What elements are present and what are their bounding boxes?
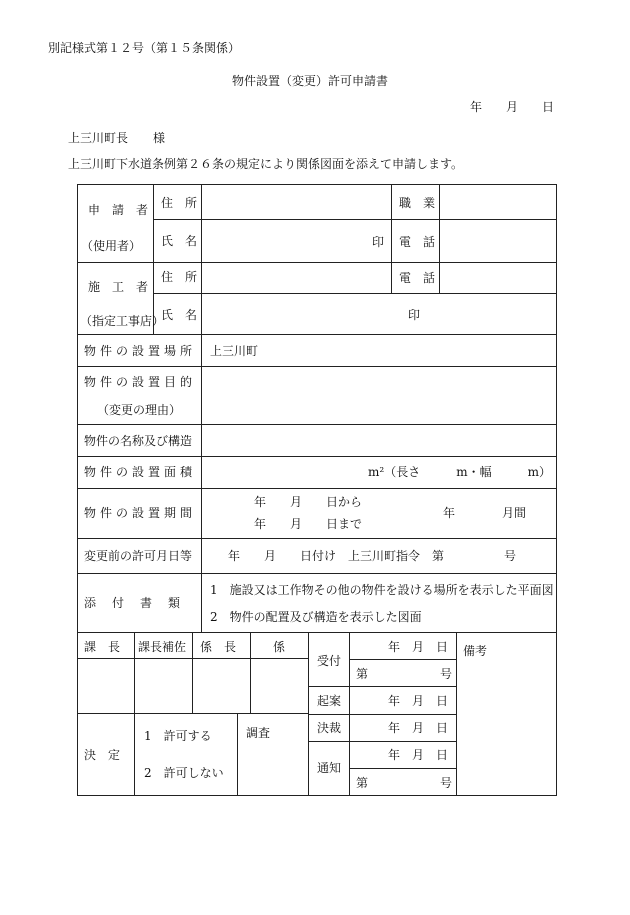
kessai-label: 決裁 <box>317 721 342 735</box>
kessai-date: 年 月 日 <box>388 721 449 735</box>
contractor-phone-label: 電 話 <box>399 271 436 285</box>
applicant-name-field[interactable] <box>202 220 390 261</box>
attachment-item-1: 1 施設又は工作物その他の物件を設ける場所を表示した平面図 <box>210 583 554 597</box>
col-kakari: 係 <box>273 640 286 654</box>
contractor-address-label: 住 所 <box>161 270 198 284</box>
decision-deny[interactable]: 2 許可しない <box>144 766 224 780</box>
contractor-sublabel: （指定工事店） <box>80 314 165 328</box>
kian-date: 年 月 日 <box>388 694 449 708</box>
col-kacho-hosa: 課長補佐 <box>138 640 187 654</box>
name-structure-label: 物件の名称及び構造 <box>84 434 193 448</box>
page-title: 物件設置（変更）許可申請書 <box>232 74 389 88</box>
contractor-label: 施 工 者 <box>88 280 149 294</box>
investigation-label: 調査 <box>246 726 271 740</box>
tsuchi-date: 年 月 日 <box>388 748 449 762</box>
honorific: 様 <box>153 131 166 145</box>
area-label: 物件の設置面積 <box>84 465 197 479</box>
applicant-name-label: 氏 名 <box>161 234 198 248</box>
applicant-address-field[interactable] <box>202 185 390 218</box>
purpose-field[interactable] <box>202 367 555 423</box>
area-value[interactable]: m²（長さ m・幅 m） <box>368 465 551 479</box>
contractor-phone-field[interactable] <box>440 263 555 292</box>
uketsuke-date: 年 月 日 <box>388 640 449 654</box>
application-statement: 上三川町下水道条例第２６条の規定により関係図面を添えて申請します。 <box>68 157 464 171</box>
date-day: 日 <box>542 100 555 114</box>
decision-approve[interactable]: 1 許可する <box>144 729 212 743</box>
applicant-occupation-field[interactable] <box>440 185 555 218</box>
date-month: 月 <box>506 100 519 114</box>
decision-label: 決 定 <box>84 748 121 762</box>
contractor-seal: 印 <box>408 308 421 322</box>
col-kakaricho: 係 長 <box>200 640 237 654</box>
applicant-occupation-label: 職 業 <box>399 196 436 210</box>
applicant-phone-field[interactable] <box>440 220 555 261</box>
tsuchi-go: 号 <box>440 776 453 790</box>
tsuchi-label: 通知 <box>317 761 342 775</box>
period-label: 物件の設置期間 <box>84 506 197 520</box>
location-value[interactable]: 上三川町 <box>210 344 259 358</box>
contractor-name-field[interactable] <box>202 294 555 333</box>
period-year: 年 <box>443 506 456 520</box>
attachment-item-2: 2 物件の配置及び構造を表示した図面 <box>210 610 422 624</box>
uketsuke-label: 受付 <box>317 654 342 668</box>
applicant-sublabel: （使用者） <box>81 239 142 253</box>
contractor-address-field[interactable] <box>202 263 390 292</box>
period-to[interactable]: 年 月 日まで <box>254 517 363 531</box>
applicant-label: 申 請 者 <box>88 203 149 217</box>
applicant-phone-label: 電 話 <box>399 235 436 249</box>
col-kacho: 課 長 <box>84 640 121 654</box>
prior-permit-value[interactable]: 年 月 日付け 上三川町指令 第 号 <box>228 549 517 563</box>
uketsuke-go: 号 <box>440 667 453 681</box>
remarks-label: 備考 <box>463 644 488 658</box>
contractor-name-label: 氏 名 <box>161 308 198 322</box>
date-year: 年 <box>470 100 483 114</box>
applicant-address-label: 住 所 <box>161 196 198 210</box>
uketsuke-dai: 第 <box>356 667 369 681</box>
purpose-label: 物件の設置目的 <box>84 375 197 389</box>
tsuchi-dai: 第 <box>356 776 369 790</box>
prior-permit-label: 変更前の許可月日等 <box>84 549 193 563</box>
period-from[interactable]: 年 月 日から <box>254 495 363 509</box>
purpose-sublabel: （変更の理由） <box>97 403 182 417</box>
period-months: 月間 <box>502 506 527 520</box>
applicant-seal: 印 <box>372 235 385 249</box>
attachments-label: 添 付 書 類 <box>84 596 183 610</box>
kian-label: 起案 <box>317 694 342 708</box>
name-structure-field[interactable] <box>202 425 555 455</box>
form-number: 別記様式第１２号（第１５条関係） <box>48 41 241 55</box>
location-label: 物件の設置場所 <box>84 344 197 358</box>
addressee: 上三川町長 <box>68 131 129 145</box>
